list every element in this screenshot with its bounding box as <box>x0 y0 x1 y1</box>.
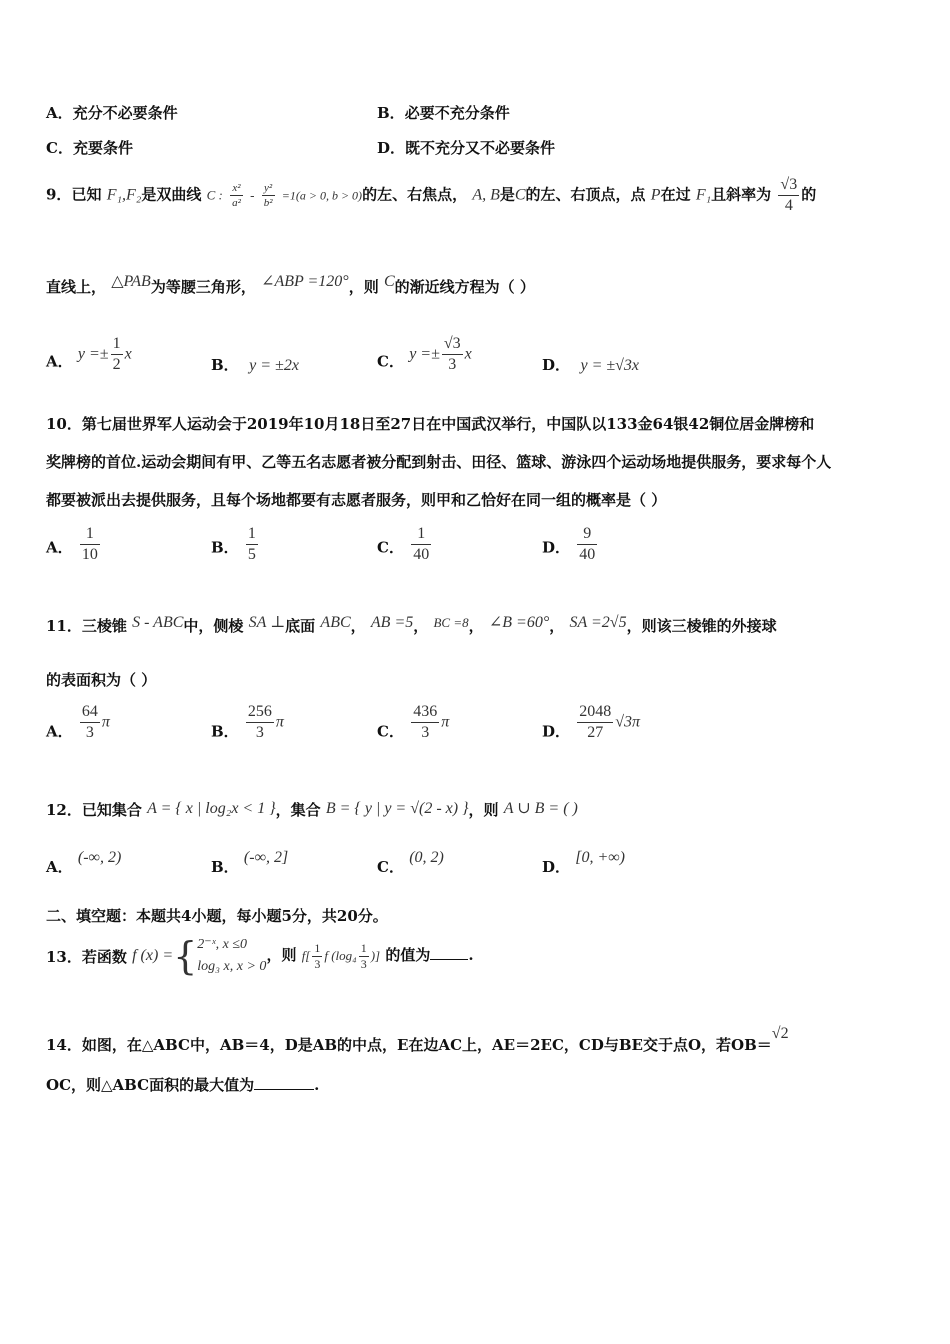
q11-option-a[interactable]: A． $\frac{64}{3}$ π <box>46 703 110 741</box>
q9-line-2: 直线上， △PAB为等腰三角形， ∠ABP =120°，则 C的渐近线方程为（ ） <box>46 273 535 296</box>
q8-option-b[interactable]: B．必要不充分条件 <box>377 104 510 122</box>
q10-option-d[interactable]: D． $\frac{9}{40}$ <box>542 525 596 563</box>
q12-option-a[interactable]: A． (-∞, 2) <box>46 849 122 876</box>
q12-option-c[interactable]: C． (0, 2) <box>377 849 444 876</box>
q11-line-1: 11．三棱锥 S - ABC中，侧棱 SA ⊥底面 ABC， AB =5， BC =8， ∠B =60°， SA =2√5，则该三棱锥的外接球 <box>46 614 777 635</box>
q14-line-1: 14．如图，在△ABC中，AB＝4，D是AB的中点，E在边AC上，AE＝2EC，CD与BE交于点O，若OB＝√2 <box>46 1025 789 1054</box>
q10-line-3: 都要被派出去提供服务，且每个场地都要有志愿者服务，则甲和乙恰好在同一组的概率是（ ） <box>46 491 667 509</box>
q12-option-d[interactable]: D． [0, +∞) <box>542 849 626 876</box>
q8-option-a[interactable]: A．充分不必要条件 <box>46 104 178 122</box>
q11-line-2: 的表面积为（ ） <box>46 671 157 689</box>
q8-option-c[interactable]: C．充要条件 <box>46 139 133 157</box>
left-brace: { <box>173 934 198 978</box>
q10-option-a[interactable]: A． $\frac{1}{10}$ <box>46 525 98 563</box>
q10-option-c[interactable]: C． $\frac{1}{40}$ <box>377 525 430 563</box>
q10-line-1: 10．第七届世界军人运动会于2019年10月18日至27日在中国武汉举行，中国队以133金64银42铜位居金牌榜和 <box>46 415 815 433</box>
q12-line: 12．已知集合 A = { x | log₂x < 1 }，集合 B = { y | y = √(2 - x) }，则 A ∪ B = ( ) <box>46 800 578 819</box>
section-2-heading: 二、填空题：本题共4小题，每小题5分，共20分。 <box>46 907 388 925</box>
q8-option-d[interactable]: D．既不充分又不必要条件 <box>377 139 556 157</box>
q9-option-c[interactable]: C． y =± $\frac{√3}{3}$ x <box>377 335 472 373</box>
q12-option-b[interactable]: B． (-∞, 2] <box>211 849 289 876</box>
q11-option-b[interactable]: B． $\frac{256}{3}$ π <box>211 703 284 741</box>
q11-option-c[interactable]: C． $\frac{436}{3}$ π <box>377 703 450 741</box>
answer-blank[interactable] <box>254 1089 314 1090</box>
q9-option-d[interactable]: D． y = ±√3x <box>542 356 640 374</box>
q10-option-b[interactable]: B． $\frac{1}{5}$ <box>211 525 256 563</box>
q14-line-2: OC，则△ABC面积的最大值为 . <box>46 1076 320 1094</box>
q13-line: 13．若函数 f (x) ={ 2⁻ˣ, x ≤0 log₃ x, x > 0 ，则 f[ $\frac{1}{3}$ f (log₄ $\frac{1}{3}$ )] 的值为 . <box>46 934 474 978</box>
q9-option-a[interactable]: A． y =± $\frac{1}{2}$ x <box>46 335 132 373</box>
q11-option-d[interactable]: D． $\frac{2048}{27}$ √3π <box>542 703 641 741</box>
q9-line-1: 9．已知 F₁,F₂是双曲线 C : $\frac{\text{x²}}{\text{a²}}$ - $\frac{\text{y²}}{\text{b²}}$ =1(a > 0, b > 0)的左、右焦点， A, B是C的左、右顶点，点 P在过 F₁且斜率为 $\frac{√3}{4}$ 的 <box>46 176 817 214</box>
q10-line-2: 奖牌榜的首位.运动会期间有甲、乙等五名志愿者被分配到射击、田径、篮球、游泳四个运动场地提供服务，要求每个人 <box>46 453 832 471</box>
answer-blank[interactable] <box>430 959 468 960</box>
q9-option-b[interactable]: B． y = ±2x <box>211 356 299 374</box>
